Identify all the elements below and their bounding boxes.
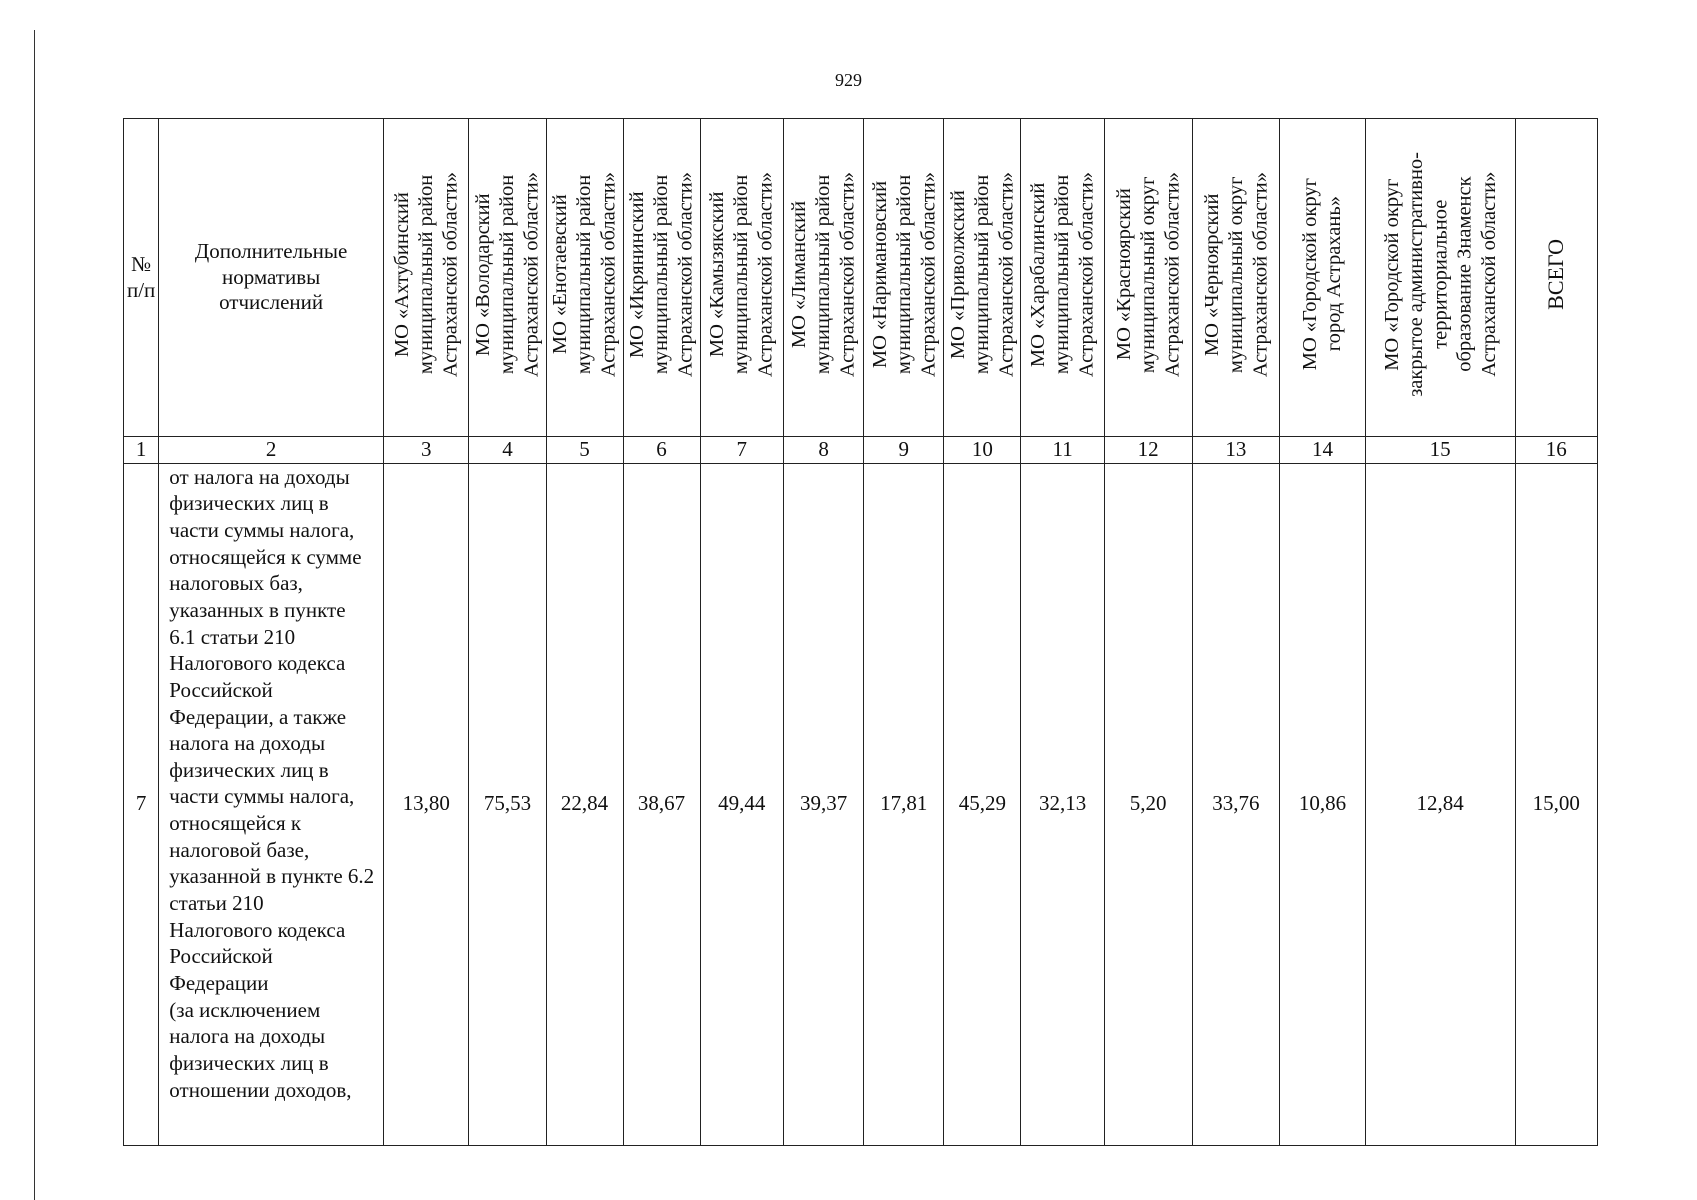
row-value-col-3: 13,80: [383, 463, 469, 1145]
column-number: 8: [783, 437, 863, 464]
header-column-16-text: ВСЕГО: [1543, 238, 1569, 310]
header-column-3-text: МО «Ахтубинский муниципальный район Астраханской области»: [390, 171, 462, 377]
header-column-8: [783, 119, 863, 437]
column-number: 16: [1515, 437, 1597, 464]
header-column-8-text: МО «Лиманский муниципальный район Астраханской области»: [788, 171, 859, 377]
header-description: Дополнительные нормативы отчислений: [159, 119, 384, 437]
header-column-14: [1280, 119, 1366, 437]
header-column-16: [1515, 119, 1597, 437]
row-value-col-7: 49,44: [700, 463, 783, 1145]
column-number: 15: [1365, 437, 1515, 464]
header-column-7-text: МО «Камызякский муниципальный район Астраханской области»: [706, 171, 777, 377]
header-column-14-text: МО «Городской округ город Астрахань»: [1299, 178, 1346, 371]
row-value-col-14: 10,86: [1280, 463, 1366, 1145]
header-row: [124, 119, 1598, 437]
header-column-15: [1365, 119, 1515, 437]
header-column-13: [1192, 119, 1280, 437]
column-number: 12: [1104, 437, 1192, 464]
column-number: 3: [383, 437, 469, 464]
row-value-col-9: 17,81: [864, 463, 944, 1145]
table-row: [124, 463, 1598, 1145]
page-number: 929: [835, 70, 862, 90]
column-number: 2: [159, 437, 384, 464]
row-value-col-8: 39,37: [783, 463, 863, 1145]
row-value-col-5: 22,84: [546, 463, 623, 1145]
header-column-3: [383, 119, 469, 437]
column-number: 13: [1192, 437, 1280, 464]
header-column-12-text: МО «Красноярский муниципальный округ Астраханской области»: [1112, 171, 1184, 377]
row-value-col-13: 33,76: [1192, 463, 1280, 1145]
header-column-7: [700, 119, 783, 437]
column-number: 4: [469, 437, 546, 464]
header-number: № п/п: [124, 119, 159, 437]
header-column-4: [469, 119, 546, 437]
header-column-15-text: МО «Городской округ закрытое административно- территориальное образование Знаменск Астраханской области»: [1380, 151, 1500, 397]
column-number: 6: [623, 437, 700, 464]
header-column-6-text: МО «Икрянинский муниципальный район Астраханской области»: [626, 171, 697, 377]
header-column-10: [944, 119, 1021, 437]
row-number: 7: [124, 463, 159, 1145]
scan-margin-line: [34, 30, 35, 1200]
column-number: 5: [546, 437, 623, 464]
row-description: от налога на доходы физических лиц в части суммы налога, относящейся к сумме налоговых баз, указанных в пункте 6.1 статьи 210 Налогового кодекса Российской Федерации, а также налога на доходы физических лиц в части суммы налога, относящейся к налоговой базе, указанной в пункте 6.2 статьи 210 Налогового кодекса Российской Федерации (за исключением налога на доходы физических лиц в отношении доходов,: [159, 463, 384, 1145]
row-value-col-6: 38,67: [623, 463, 700, 1145]
row-value-col-10: 45,29: [944, 463, 1021, 1145]
norms-table: [123, 118, 1598, 1146]
row-value-col-12: 5,20: [1104, 463, 1192, 1145]
column-number: 7: [700, 437, 783, 464]
column-number: 14: [1280, 437, 1366, 464]
header-column-10-text: МО «Приволжский муниципальный район Астраханской области»: [947, 171, 1018, 377]
row-value-col-15: 12,84: [1365, 463, 1515, 1145]
header-column-4-text: МО «Володарский муниципальный район Астраханской области»: [472, 171, 543, 377]
header-column-11: [1021, 119, 1104, 437]
column-number: 10: [944, 437, 1021, 464]
header-column-5-text: МО «Енотаевский муниципальный район Астраханской области»: [549, 171, 620, 377]
column-number: 11: [1021, 437, 1104, 464]
row-value-col-4: 75,53: [469, 463, 546, 1145]
row-value-col-11: 32,13: [1021, 463, 1104, 1145]
header-column-12: [1104, 119, 1192, 437]
header-column-6: [623, 119, 700, 437]
column-number: 9: [864, 437, 944, 464]
column-number-row: [124, 437, 1598, 464]
header-column-13-text: МО «Черноярский муниципальный округ Астраханской области»: [1200, 171, 1271, 377]
row-value-col-16: 15,00: [1515, 463, 1597, 1145]
header-column-11-text: МО «Харабалинский муниципальный район Астраханской области»: [1027, 171, 1098, 377]
header-column-9-text: МО «Наримановский муниципальный район Астраханской области»: [868, 171, 939, 377]
header-column-9: [864, 119, 944, 437]
header-column-5: [546, 119, 623, 437]
column-number: 1: [124, 437, 159, 464]
